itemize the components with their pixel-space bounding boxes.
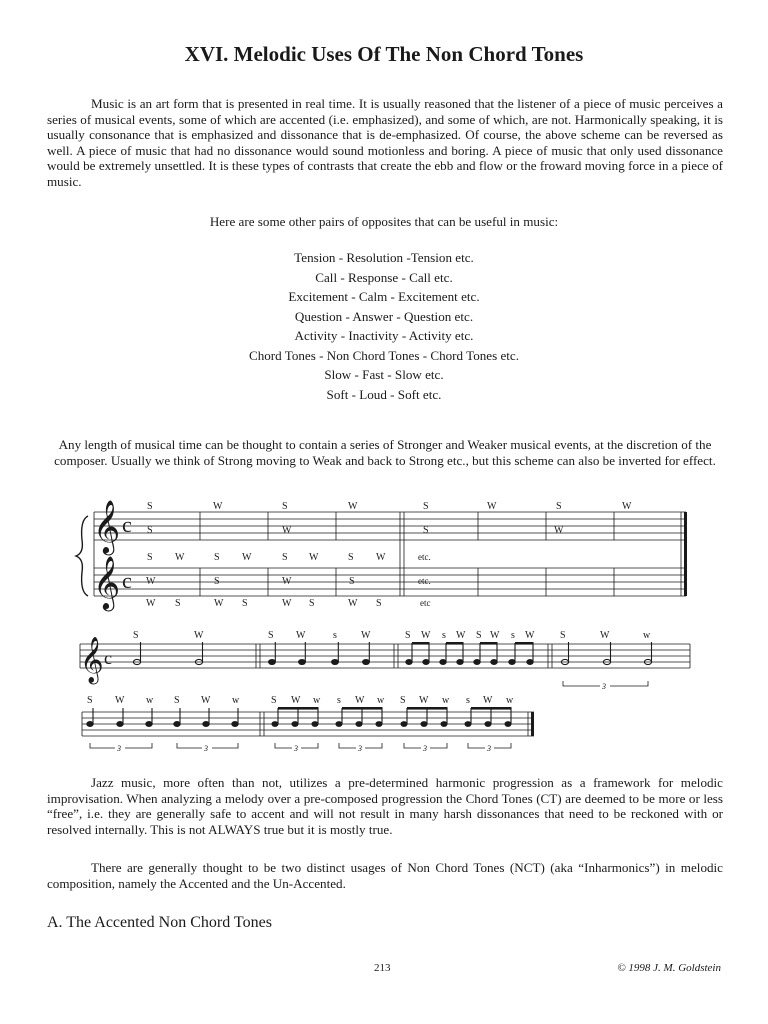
etc-label: etc. [418, 576, 431, 586]
opposite-pair: Call - Response - Call etc. [315, 269, 453, 285]
strong-label: S [147, 525, 153, 536]
strong-label: s [511, 630, 515, 641]
etc-label: etc. [418, 552, 431, 562]
weak-label: W [490, 630, 500, 641]
strong-label: S [175, 598, 181, 609]
opposite-pair: Tension - Resolution -Tension etc. [294, 250, 474, 265]
strong-label: S [423, 501, 429, 512]
triplet-label: 3 [602, 682, 606, 691]
triplet-label: 3 [423, 744, 427, 753]
weak-label: W [282, 576, 292, 587]
weak-label: W [554, 525, 564, 536]
strong-label: s [337, 695, 341, 706]
strong-label: S [133, 630, 139, 641]
weak-label: W [291, 695, 301, 706]
nct-paragraph [47, 860, 723, 891]
weak-label: W [175, 552, 185, 563]
triplet-staff-example [0, 694, 768, 760]
strong-label: S [560, 630, 566, 641]
weak-label: W [376, 552, 386, 563]
opposites-intro: Here are some other pairs of opposites that can be useful in music: [209, 214, 559, 229]
weak-label: W [282, 525, 292, 536]
strong-label: S [309, 598, 315, 609]
weak-label: W [309, 552, 319, 563]
weak-label: w [643, 630, 651, 641]
weak-label: W [214, 598, 224, 609]
strong-label: s [442, 630, 446, 641]
weak-label: w [377, 695, 385, 706]
strong-label: S [282, 501, 288, 512]
grand-staff-example [0, 498, 768, 614]
strong-label: S [376, 598, 382, 609]
rhythm-staff-example [0, 626, 768, 696]
strong-label: S [282, 552, 288, 563]
treble-clef-icon: 𝄞 [80, 637, 104, 682]
weak-label: W [487, 501, 497, 512]
weak-label: W [348, 598, 358, 609]
opposites-list [0, 248, 768, 404]
strong-label: S [174, 695, 180, 706]
weak-label: W [600, 630, 610, 641]
weak-label: W [361, 630, 371, 641]
opposite-pair: Chord Tones - Non Chord Tones - Chord Tones etc. [248, 347, 519, 363]
opposite-pair: Excitement - Calm - Excitement etc. [288, 289, 480, 304]
opposite-pair: Slow - Fast - Slow etc. [324, 367, 444, 382]
strong-label: S [147, 552, 153, 563]
weak-label: W [115, 695, 125, 706]
rhythm-staff [80, 644, 690, 668]
etc-label: etc [420, 598, 431, 608]
strong-label: s [333, 630, 337, 641]
strong-label: S [242, 598, 248, 609]
brace [76, 516, 88, 596]
strong-label: S [405, 630, 411, 641]
weak-label: w [313, 695, 321, 706]
weak-label: W [456, 630, 466, 641]
strong-label: S [271, 695, 277, 706]
treble-clef-icon: 𝄞 [93, 557, 121, 608]
jazz-text: Jazz music, more often than not, utilizes a pre-determined harmonic progression as a framework for melodic improvisation. When analyzing a melody over a pre-composed progression the Chord Tones (CT) are deemed to be more or less “free”, i.e. they are generally safe to accent and will not result in many harsh dissonances that need to be reckoned with or resolved internally. This is not ALWAYS true but it is mostly true. [47, 775, 723, 837]
strong-label: S [268, 630, 274, 641]
common-time-icon: c [122, 512, 132, 537]
strong-label: S [556, 501, 562, 512]
weak-label: W [242, 552, 252, 563]
weak-label: w [232, 695, 240, 706]
weak-label: W [622, 501, 632, 512]
section-heading: A. The Accented Non Chord Tones [47, 914, 272, 931]
weak-label: W [146, 576, 156, 587]
strong-label: S [348, 552, 354, 563]
common-time-icon: c [122, 568, 132, 593]
page-title: XVI. Melodic Uses Of The Non Chord Tones [184, 42, 584, 66]
triplet-label: 3 [204, 744, 208, 753]
weak-label: W [483, 695, 493, 706]
time-paragraph: Any length of musical time can be thought to contain a series of Stronger and Weaker musical events, at the discretion of the composer. Usually we think of Strong moving to Weak and back to Strong etc., but this scheme can also be inverted for effect. [54, 437, 716, 468]
weak-label: W [296, 630, 306, 641]
weak-label: W [194, 630, 204, 641]
lower-staff [94, 568, 686, 596]
triplet-label: 3 [117, 744, 121, 753]
strong-label: S [423, 525, 429, 536]
weak-label: W [419, 695, 429, 706]
treble-clef-icon: 𝄞 [93, 501, 121, 552]
strong-label: S [87, 695, 93, 706]
strong-label: s [466, 695, 470, 706]
weak-label: w [506, 695, 514, 706]
triplet-label: 3 [294, 744, 298, 753]
opposite-pair: Soft - Loud - Soft etc. [326, 386, 442, 402]
weak-label: W [146, 598, 156, 609]
weak-label: W [348, 501, 358, 512]
intro-paragraph [47, 96, 723, 190]
page-number: 213 [374, 962, 391, 974]
strong-label: S [214, 552, 220, 563]
weak-label: w [146, 695, 154, 706]
strong-label: S [476, 630, 482, 641]
nct-text: There are generally thought to be two distinct usages of Non Chord Tones (NCT) (aka “Inharmonics”) in melodic composition, namely the Accented and the Un-Accented. [47, 860, 723, 891]
weak-label: W [201, 695, 211, 706]
strong-label: S [147, 501, 153, 512]
weak-label: W [355, 695, 365, 706]
weak-label: W [421, 630, 431, 641]
triplet-label: 3 [487, 744, 491, 753]
weak-label: W [525, 630, 535, 641]
copyright-notice: © 1998 J. M. Goldstein [617, 962, 721, 974]
opposite-pair: Question - Answer - Question etc. [294, 308, 474, 324]
triplet-label: 3 [358, 744, 362, 753]
weak-label: W [282, 598, 292, 609]
jazz-paragraph [47, 775, 723, 837]
strong-label: S [214, 576, 220, 587]
strong-label: S [349, 576, 355, 587]
weak-label: w [442, 695, 450, 706]
opposite-pair: Activity - Inactivity - Activity etc. [294, 328, 474, 343]
common-time-icon: c [104, 648, 112, 668]
intro-text: Music is an art form that is presented in real time. It is usually reasoned that the listener of a piece of music perceives a series of musical events, some of which are accented (i.e. emphasized), and some of which, are not. Harmonically speaking, it is usually consonance that is emphasized and dissonance that is de-emphasized. Of course, the above scheme can be reversed as well. A piece of music that had no dissonance would sound motionless and boring. A piece of music that only used dissonance would be extremely unsettled. It is these types of contrasts that create the ebb and flow or the froward moving force in a piece of music. [47, 96, 723, 189]
upper-staff [94, 512, 686, 540]
strong-label: S [400, 695, 406, 706]
weak-label: W [213, 501, 223, 512]
